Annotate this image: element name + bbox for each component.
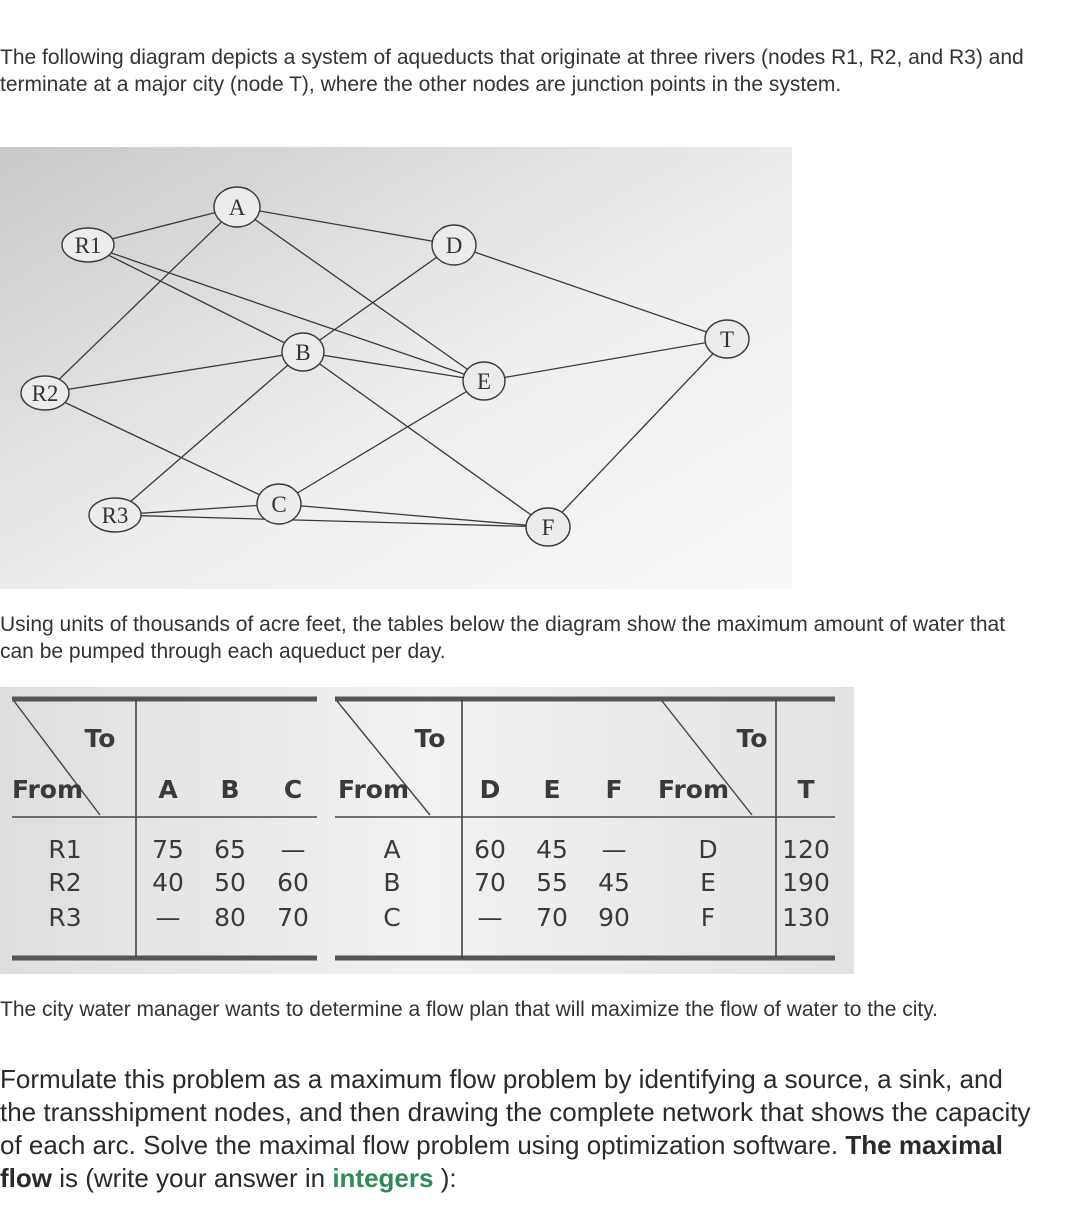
capacity-a-e: 45: [536, 835, 568, 864]
col-header-t: T: [797, 775, 815, 804]
row-header-r1: R1: [48, 835, 82, 864]
maximal-flow-label: The maximal flow: [0, 1130, 1003, 1193]
node-r3: [89, 498, 141, 532]
capacity-d-t: 120: [782, 835, 830, 864]
row-header-r2: R2: [48, 868, 82, 897]
capacity-c-d: —: [477, 903, 503, 932]
from-label-2: From: [338, 775, 410, 804]
capacity-r1-b: 65: [214, 835, 246, 864]
task-end: ):: [440, 1163, 457, 1193]
task-paragraph: [0, 1063, 1040, 1195]
svg-text:R2: R2: [31, 381, 59, 406]
capacity-r1-c: —: [280, 835, 306, 864]
capacity-r2-c: 60: [277, 868, 309, 897]
capacity-b-d: 70: [474, 868, 506, 897]
svg-text:R1: R1: [74, 233, 102, 258]
task-text-2: is (write your answer in: [59, 1163, 326, 1193]
svg-text:D: D: [445, 233, 463, 258]
node-e: [463, 362, 505, 400]
units-paragraph: Using units of thousands of acre feet, the tables below the diagram show the maximum amount of water that can be pumped through each aqueduct per day.: [0, 613, 1006, 663]
col-header-f: F: [605, 775, 623, 804]
svg-text:T: T: [719, 327, 735, 352]
svg-text:E: E: [476, 369, 492, 394]
node-r1: [62, 228, 114, 262]
goal-paragraph: The city water manager wants to determine a flow plan that will maximize the flow of water to the city.: [0, 998, 939, 1021]
col-header-a: A: [158, 775, 178, 804]
capacity-r3-b: 80: [214, 903, 246, 932]
to-label-3: To: [736, 724, 768, 753]
row-header-r3: R3: [48, 903, 82, 932]
svg-text:F: F: [541, 515, 555, 540]
node-a: [214, 187, 260, 227]
col-header-e: E: [543, 775, 561, 804]
capacity-b-e: 55: [536, 868, 568, 897]
capacity-b-f: 45: [598, 868, 630, 897]
col-header-c: C: [283, 775, 303, 804]
capacity-r2-b: 50: [214, 868, 246, 897]
capacity-c-e: 70: [536, 903, 568, 932]
integers-link[interactable]: integers: [332, 1163, 434, 1193]
row-header-c: C: [383, 903, 401, 932]
row-header-f: F: [700, 903, 716, 932]
task-text: Formulate this problem as a maximum flow problem by identifying a source, a sink, and the transshipment nodes, and then drawing the complete network that shows the capacity of each arc. Solve the maximal flow problem using optimization software.: [0, 1064, 1031, 1160]
capacity-tables: [0, 687, 854, 974]
capacity-r1-a: 75: [152, 835, 184, 864]
capacity-r2-a: 40: [152, 868, 184, 897]
node-c: [257, 484, 301, 524]
row-header-b: B: [383, 868, 401, 897]
aqueduct-network-diagram: [0, 147, 792, 589]
from-label-3: From: [658, 775, 730, 804]
row-header-d: D: [698, 835, 718, 864]
to-label-2: To: [414, 724, 446, 753]
capacity-f-t: 130: [782, 903, 830, 932]
capacity-a-f: —: [601, 835, 627, 864]
node-t: [705, 320, 749, 358]
svg-text:A: A: [228, 195, 246, 220]
node-r2: [21, 376, 69, 410]
row-header-a: A: [383, 835, 401, 864]
col-header-d: D: [479, 775, 501, 804]
capacity-c-f: 90: [598, 903, 630, 932]
from-label-1: From: [12, 775, 84, 804]
to-label-1: To: [84, 724, 116, 753]
capacity-a-d: 60: [474, 835, 506, 864]
node-b: [282, 333, 324, 371]
col-header-b: B: [220, 775, 240, 804]
svg-text:C: C: [271, 492, 287, 517]
svg-text:B: B: [295, 340, 311, 365]
capacity-r3-c: 70: [277, 903, 309, 932]
node-f: [526, 508, 570, 546]
intro-paragraph: The following diagram depicts a system of aqueducts that originate at three rivers (nodes R1, R2, and R3) and terminate at a major city (node T), where the other nodes are junction points in the system.: [0, 46, 1024, 96]
row-header-e: E: [700, 868, 716, 897]
node-d: [432, 225, 476, 265]
capacity-e-t: 190: [782, 868, 830, 897]
svg-text:R3: R3: [101, 503, 129, 528]
capacity-r3-a: —: [155, 903, 181, 932]
